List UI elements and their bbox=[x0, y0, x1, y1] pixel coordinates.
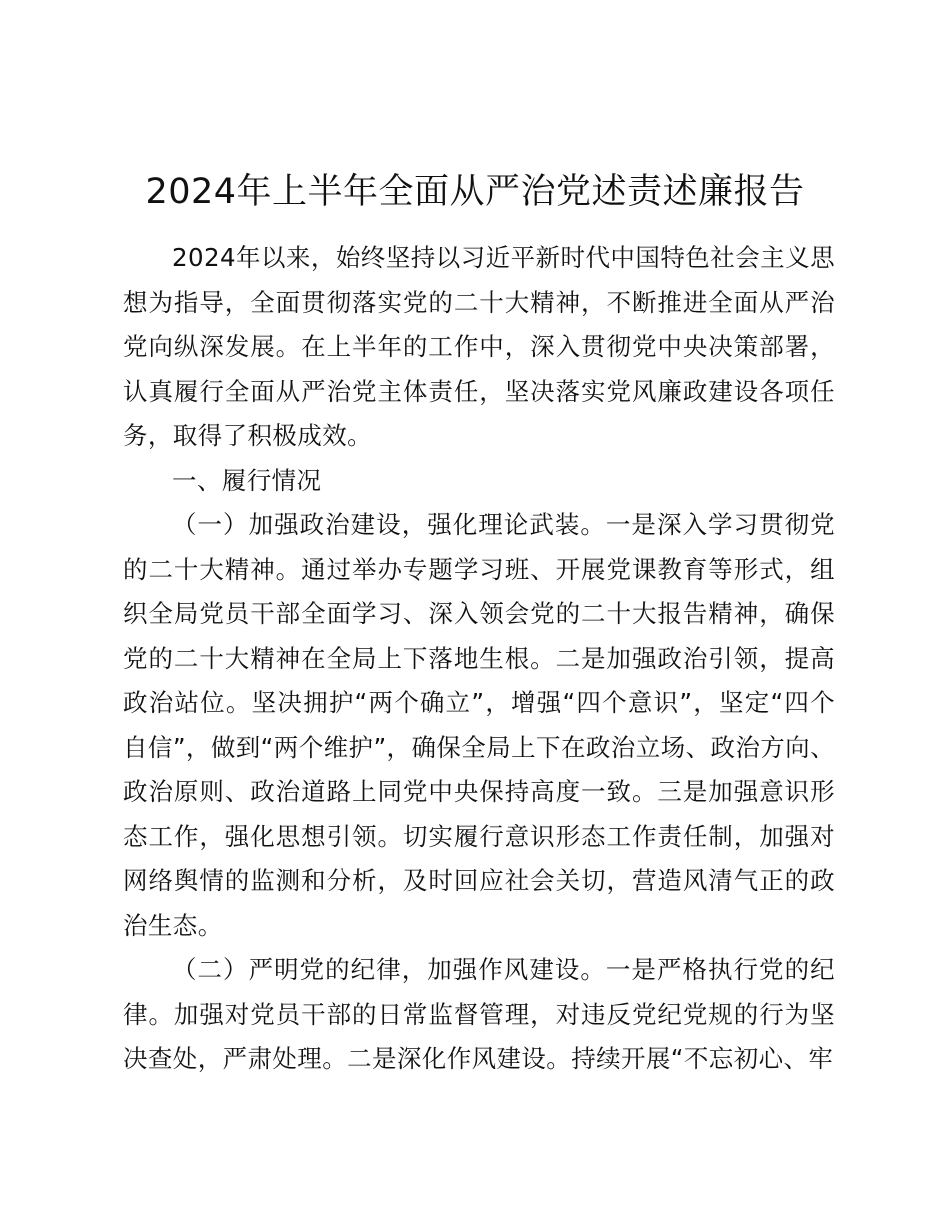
paragraph-intro: 2024年以来，始终坚持以习近平新时代中国特色社会主义思想为指导，全面贯彻落实党的二十大精神，不断推进全面从严治党向纵深发展。在上半年的工作中，深入贯彻党中央决策部署，认真履行全面从严治党主体责任，坚决落实党风廉政建设各项任务，取得了积极成效。 bbox=[123, 243, 835, 450]
document-title: 2024年上半年全面从严治党述责述廉报告 bbox=[145, 172, 805, 212]
paragraph-discipline: （二）严明党的纪律，加强作风建设。一是严格执行党的纪律。加强对党员干部的日常监督管理，对违反党纪党规的行为坚决查处，严肃处理。二是深化作风建设。持续开展“不忘初心、牢 bbox=[123, 955, 835, 1073]
section-heading: 一、履行情况 bbox=[172, 465, 322, 495]
paragraph-political-building: （一）加强政治建设，强化理论武装。一是深入学习贯彻党的二十大精神。通过举办专题学习班、开展党课教育等形式，组织全局党员干部全面学习、深入领会党的二十大报告精神，确保党的二十大精神在全局上下落地生根。二是加强政治引领，提高政治站位。坚决拥护“两个确立”，增强“四个意识”，坚定“四个自信”，做到“两个维护”，确保全局上下在政治立场、政治方向、政治原则、政治道路上同党中央保持高度一致。三是加强意识形态工作，强化思想引领。切实履行意识形态工作责任制，加强对网络舆情的监测和分析，及时回应社会关切，营造风清气正的政治生态。 bbox=[123, 510, 835, 940]
document-body bbox=[123, 236, 835, 1082]
